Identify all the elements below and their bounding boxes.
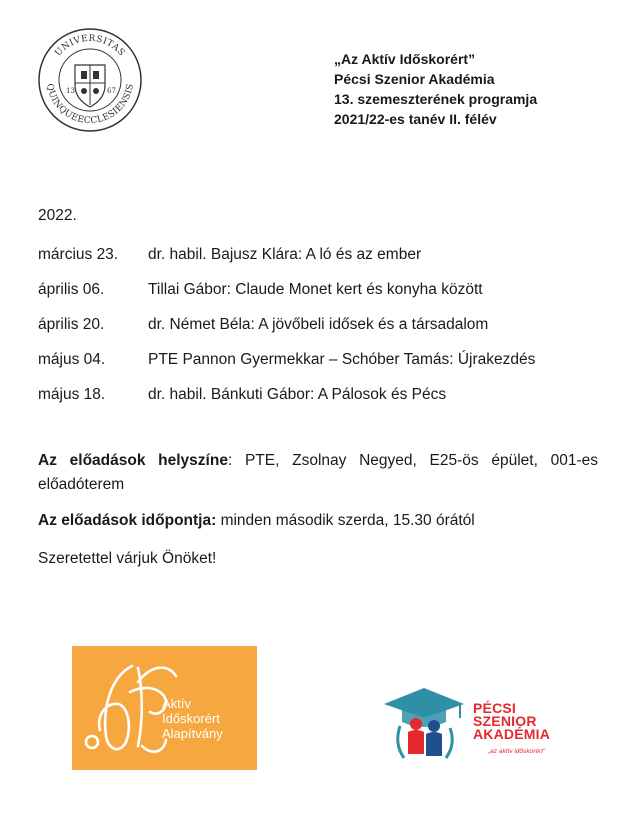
program-row <box>38 272 598 307</box>
graduation-cap-people-icon <box>380 682 475 767</box>
academy-line-3: AKADÉMIA <box>473 726 551 742</box>
program-title: dr. Német Béla: A jövőbeli idősek és a társadalom <box>148 315 489 333</box>
svg-text:67: 67 <box>107 87 116 95</box>
foundation-name <box>162 696 223 741</box>
greeting-text: Szeretettel várjuk Önöket! <box>38 550 217 567</box>
academy-tagline: „az aktív időskorért” <box>488 748 546 755</box>
time-info <box>38 512 475 530</box>
program-row <box>38 237 598 272</box>
program-title: PTE Pannon Gyermekkar – Schóber Tamás: Újrakezdés <box>148 350 536 368</box>
program-date: április 20. <box>38 315 105 333</box>
academy-logo <box>380 682 570 767</box>
program-year: 2022. <box>38 207 77 224</box>
program-title: dr. habil. Bánkuti Gábor: A Pálosok és Pécs <box>148 385 447 403</box>
program-list <box>38 237 598 412</box>
foundation-line-1: Aktív <box>162 696 191 711</box>
header-line-2: Pécsi Szenior Akadémia <box>334 71 495 87</box>
svg-text:13: 13 <box>66 87 75 95</box>
svg-text:UNIVERSITAS: UNIVERSITAS <box>53 33 127 59</box>
time-text: minden második szerda, 15.30 órától <box>216 512 475 529</box>
academy-line-1: PÉCSI <box>473 700 517 716</box>
venue-text: : PTE, Zsolnay Negyed, E25-ös épület, 001-es előadóterem <box>38 452 598 493</box>
program-title: Tillai Gábor: Claude Monet kert és konyha között <box>148 280 483 298</box>
foundation-line-3: Alapítvány <box>162 726 223 741</box>
svg-text:QUINQUEECCLESIENSIS: QUINQUEECCLESIENSIS <box>44 82 136 127</box>
university-seal <box>37 27 143 133</box>
program-row <box>38 342 598 377</box>
header-line-1: „Az Aktív Időskorért” <box>334 51 476 67</box>
venue-label: Az előadások helyszíne <box>38 452 228 469</box>
venue-info <box>38 449 598 497</box>
header-line-3: 13. szemeszterének programja <box>334 91 538 107</box>
program-date: május 18. <box>38 385 106 403</box>
foundation-line-2: Időskorért <box>162 711 220 726</box>
program-date: április 06. <box>38 280 105 298</box>
program-header <box>334 49 537 129</box>
program-date: május 04. <box>38 350 106 368</box>
program-date: március 23. <box>38 245 119 263</box>
time-label: Az előadások időpontja: <box>38 512 217 529</box>
foundation-logo <box>72 646 257 770</box>
academy-line-2: SZENIOR <box>473 713 537 729</box>
program-row <box>38 377 598 412</box>
program-title: dr. habil. Bajusz Klára: A ló és az ember <box>148 245 422 263</box>
header-line-4: 2021/22-es tanév II. félév <box>334 111 497 127</box>
academy-name <box>473 702 550 741</box>
program-row <box>38 307 598 342</box>
